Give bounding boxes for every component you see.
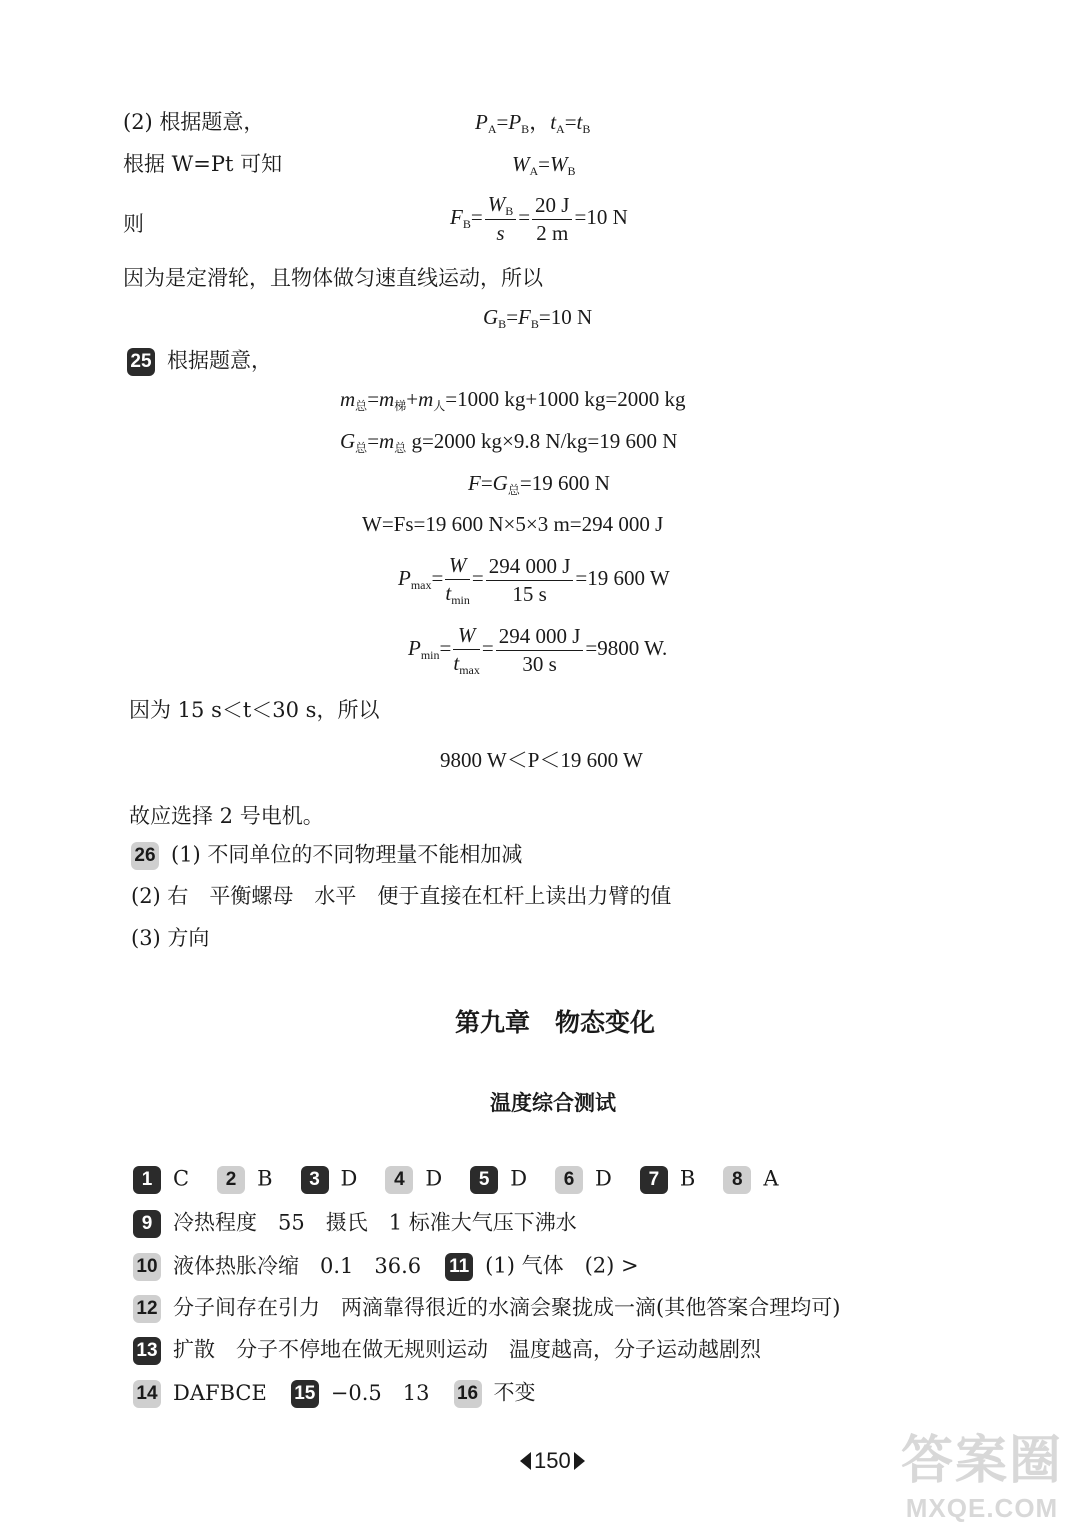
q8-answer: A: [763, 1166, 779, 1191]
q9-answer: 冷热程度 55 摄氏 1 标准大气压下沸水: [173, 1210, 577, 1235]
q3-answer: D: [340, 1166, 358, 1191]
q26-part3: (3) 方向: [131, 926, 210, 950]
q1-badge: 1: [133, 1166, 161, 1194]
chapter-title: 第九章 物态变化: [455, 1008, 656, 1037]
q25-g-line: g=2000 kg×9.8 N/kg=19 600 N: [411, 429, 678, 453]
q24-eq-gb: $G_B=F_B=10$ N: [483, 305, 593, 331]
q2-badge: 2: [217, 1166, 245, 1194]
q11-badge: 11: [445, 1253, 473, 1281]
q15-badge: 15: [291, 1380, 319, 1408]
q9-row: [133, 1210, 577, 1238]
q25-m-line: =1000 kg+1000 kg=2000 kg: [445, 387, 686, 411]
q24-rule-label: 根据 W=Pt 可知: [123, 152, 283, 176]
q12-answer: 分子间存在引力 两滴靠得很近的水滴会聚拢成一滴(其他答案合理均可): [173, 1295, 841, 1320]
q24-part2-label: (2) 根据题意，: [123, 110, 265, 134]
q25-f-line: =19 600 N: [519, 471, 610, 495]
q15-answer: −0.5 13: [330, 1380, 430, 1405]
q6-badge: 6: [555, 1166, 583, 1194]
q9-badge: 9: [133, 1210, 161, 1238]
q4-answer: D: [425, 1166, 443, 1191]
q16-badge: 16: [454, 1380, 482, 1408]
q8-badge: 8: [723, 1166, 751, 1194]
q26-badge: 26: [131, 842, 159, 870]
q25-eq-force: $F=G_总=19$ 600 N: [468, 471, 610, 497]
arrow-right-icon: [574, 1452, 585, 1470]
q2-answer: B: [257, 1166, 273, 1191]
q25-pmax-num: 294 000 J: [486, 554, 574, 581]
q7-answer: B: [679, 1166, 696, 1191]
q25-eq-mass: $m_总=m_梯+m_人=1000$ kg+1000 kg=2000 kg: [340, 387, 686, 413]
q1-answer: C: [173, 1166, 190, 1191]
q6-answer: D: [595, 1166, 612, 1191]
q25-eq-work: W=Fs=19 600 N×5×3 m=294 000 J: [362, 512, 664, 536]
q25-pmin-den: 30 s: [522, 651, 557, 676]
watermark-bottom: MXQE.COM: [905, 1493, 1059, 1523]
q25-pmax-den: 15 s: [512, 581, 547, 606]
q24-eq-fb: $F_B=$ $\frac{W_B}{s}$ = $\frac{20 J}{2 m}$ =10 N: [450, 192, 628, 246]
q25-eq-pmax: $P_{max}=$ $\frac{W}{t_{min}}$ = $\frac{294 000 J}{15 s}$ =19 600 W: [398, 553, 670, 608]
arrow-left-icon: [520, 1452, 531, 1470]
watermark-top: 答案圈: [900, 1432, 1063, 1490]
page-number-text: 150: [534, 1448, 571, 1473]
q25-eq-pmin: $P_{min}=$ $\frac{W}{t_{max}}$ = $\frac{294 000 J}{30 s}$ =9800 W.: [408, 623, 668, 678]
q14-answer: DAFBCE: [173, 1380, 267, 1405]
q12-row: [133, 1295, 840, 1323]
q24-eq-wa-wb: $W_A=W_B$: [512, 152, 576, 178]
q4-badge: 4: [385, 1166, 413, 1194]
q13-row: [133, 1337, 761, 1365]
q12-badge: 12: [133, 1295, 161, 1323]
q24-then-label: 则: [123, 212, 144, 236]
q10-answer: 液体热胀冷缩 0.1 36.6: [173, 1253, 422, 1278]
q10-q11-row: [133, 1253, 639, 1281]
section-title: 温度综合测试: [490, 1091, 616, 1115]
q26-part1-row: [131, 842, 522, 870]
q25-eq-weight: $G_总=m_总$ g=2000 kg×9.8 N/kg=19 600 N: [340, 429, 678, 455]
q25-intro: 根据题意，: [167, 348, 272, 373]
q25-conclusion: 故应选择 2 号电机。: [129, 804, 324, 828]
q13-badge: 13: [133, 1337, 161, 1365]
q25-pmax-result: =19 600 W: [575, 566, 670, 591]
q25-pmin-result: =9800 W.: [585, 636, 668, 661]
q16-answer: 不变: [493, 1380, 536, 1405]
q3-badge: 3: [301, 1166, 329, 1194]
q14-badge: 14: [133, 1380, 161, 1408]
q5-badge: 5: [470, 1166, 498, 1194]
q5-answer: D: [510, 1166, 528, 1191]
answers-row-1-8: [133, 1166, 807, 1194]
q25-badge: 25: [127, 348, 155, 376]
watermark: [901, 1418, 1063, 1524]
q10-badge: 10: [133, 1253, 161, 1281]
q11-answer: (1) 气体 (2) >: [485, 1253, 639, 1278]
page-number: [520, 1448, 585, 1474]
q25-because: 因为 15 s＜t＜30 s，所以: [129, 698, 380, 722]
q26-part1: (1) 不同单位的不同物理量不能相加减: [171, 842, 523, 867]
q25-header: [127, 348, 272, 376]
q13-answer: 扩散 分子不停地在做无规则运动 温度越高，分子运动越剧烈: [173, 1337, 761, 1362]
q25-pmin-num: 294 000 J: [496, 624, 584, 651]
q26-part2: (2) 右 平衡螺母 水平 便于直接在杠杆上读出力臂的值: [131, 884, 672, 908]
q14-q16-row: [133, 1380, 536, 1408]
q24-eq-pa-pb: $P_A=P_B$，$t_A=t_B$: [475, 110, 591, 136]
q7-badge: 7: [640, 1166, 668, 1194]
q25-range: 9800 W＜P＜19 600 W: [440, 748, 643, 772]
q24-pulley-text: 因为是定滑轮，且物体做匀速直线运动，所以: [123, 266, 543, 290]
